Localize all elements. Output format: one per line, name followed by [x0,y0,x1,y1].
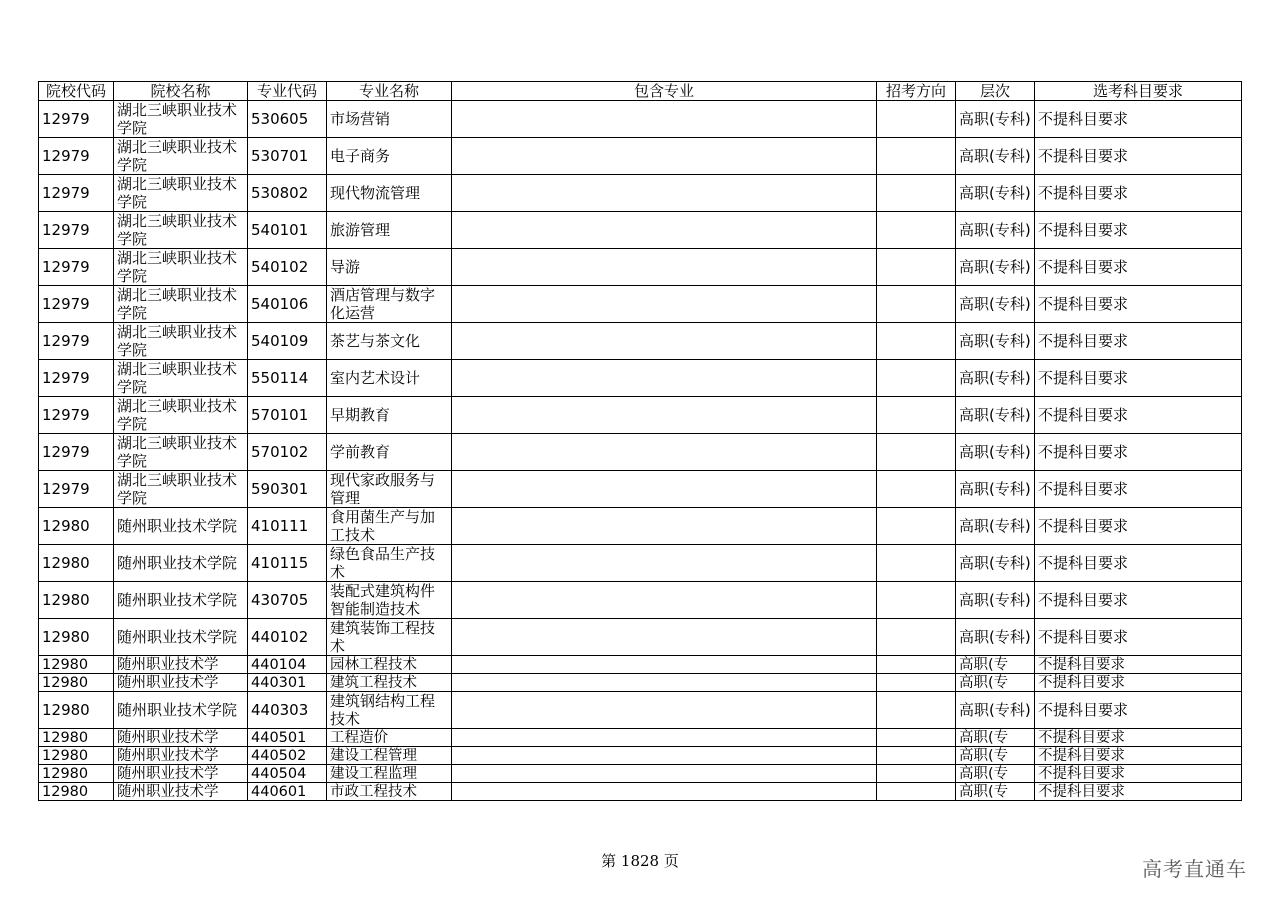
table-row [39,747,1242,765]
cell-direction [877,508,956,545]
cell-school-code: 12979 [39,471,114,508]
cell-direction [877,249,956,286]
cell-level: 高职(专科) [956,508,1035,545]
cell-level: 高职(专科) [956,286,1035,323]
cell-major-name: 建筑工程技术 [327,674,452,692]
table-row [39,783,1242,801]
cell-direction [877,434,956,471]
table-row [39,101,1242,138]
cell-school-code: 12979 [39,212,114,249]
cell-major-code: 430705 [248,582,327,619]
cell-subject-requirement: 不提科目要求 [1035,582,1242,619]
cell-direction [877,765,956,783]
table-row [39,249,1242,286]
cell-subject-requirement: 不提科目要求 [1035,674,1242,692]
cell-major-name: 园林工程技术 [327,656,452,674]
cell-school-code: 12980 [39,765,114,783]
cell-level: 高职(专科) [956,434,1035,471]
header-row [39,82,1242,101]
cell-school-name: 湖北三峡职业技术学院 [114,397,248,434]
cell-school-name: 湖北三峡职业技术学院 [114,175,248,212]
cell-included-majors [452,212,877,249]
cell-school-name: 随州职业技术学院 [114,545,248,582]
cell-level: 高职(专科) [956,323,1035,360]
cell-school-code: 12980 [39,508,114,545]
cell-school-code: 12979 [39,286,114,323]
table-row [39,508,1242,545]
cell-level: 高职(专科) [956,175,1035,212]
cell-major-name: 学前教育 [327,434,452,471]
cell-school-name: 随州职业技术学 [114,747,248,765]
cell-direction [877,212,956,249]
table-row [39,397,1242,434]
header-major-name: 专业名称 [327,82,452,101]
header-school-code: 院校代码 [39,82,114,101]
cell-school-code: 12979 [39,101,114,138]
cell-major-name: 绿色食品生产技术 [327,545,452,582]
cell-level: 高职(专科) [956,619,1035,656]
cell-major-name: 酒店管理与数字化运营 [327,286,452,323]
cell-major-code: 540102 [248,249,327,286]
header-direction: 招考方向 [877,82,956,101]
cell-school-code: 12980 [39,674,114,692]
cell-level: 高职(专科) [956,360,1035,397]
cell-direction [877,138,956,175]
watermark-text: 高考直通车 [1142,857,1247,881]
cell-major-code: 440501 [248,729,327,747]
cell-major-code: 540109 [248,323,327,360]
cell-included-majors [452,138,877,175]
cell-school-name: 随州职业技术学院 [114,692,248,729]
cell-major-code: 540101 [248,212,327,249]
cell-direction [877,286,956,323]
table-row [39,692,1242,729]
cell-level: 高职(专科) [956,582,1035,619]
cell-major-name: 现代家政服务与管理 [327,471,452,508]
cell-direction [877,323,956,360]
cell-major-name: 现代物流管理 [327,175,452,212]
cell-major-name: 建筑钢结构工程技术 [327,692,452,729]
cell-major-code: 540106 [248,286,327,323]
cell-direction [877,175,956,212]
cell-level: 高职(专科) [956,692,1035,729]
cell-subject-requirement: 不提科目要求 [1035,101,1242,138]
cell-major-name: 建设工程监理 [327,765,452,783]
table-row [39,582,1242,619]
cell-major-name: 茶艺与茶文化 [327,323,452,360]
cell-school-code: 12979 [39,360,114,397]
cell-level: 高职(专科) [956,397,1035,434]
cell-subject-requirement: 不提科目要求 [1035,765,1242,783]
table-row [39,545,1242,582]
cell-included-majors [452,286,877,323]
cell-school-name: 随州职业技术学 [114,765,248,783]
cell-included-majors [452,323,877,360]
table-row [39,619,1242,656]
cell-level: 高职(专 [956,747,1035,765]
table-row [39,323,1242,360]
cell-subject-requirement: 不提科目要求 [1035,360,1242,397]
page-number: 第 1828 页 [601,852,679,870]
cell-included-majors [452,656,877,674]
cell-subject-requirement: 不提科目要求 [1035,656,1242,674]
table-row [39,360,1242,397]
cell-included-majors [452,765,877,783]
cell-school-code: 12979 [39,397,114,434]
admissions-table [38,81,1242,801]
cell-school-code: 12979 [39,249,114,286]
cell-included-majors [452,747,877,765]
cell-major-name: 市场营销 [327,101,452,138]
cell-subject-requirement: 不提科目要求 [1035,747,1242,765]
cell-major-name: 电子商务 [327,138,452,175]
cell-major-code: 440504 [248,765,327,783]
cell-major-name: 食用菌生产与加工技术 [327,508,452,545]
cell-included-majors [452,101,877,138]
cell-school-name: 随州职业技术学 [114,729,248,747]
cell-subject-requirement: 不提科目要求 [1035,783,1242,801]
cell-major-name: 市政工程技术 [327,783,452,801]
cell-level: 高职(专 [956,765,1035,783]
cell-included-majors [452,619,877,656]
cell-major-name: 旅游管理 [327,212,452,249]
cell-major-name: 装配式建筑构件智能制造技术 [327,582,452,619]
header-school-name: 院校名称 [114,82,248,101]
cell-major-code: 440104 [248,656,327,674]
header-major-code: 专业代码 [248,82,327,101]
cell-direction [877,101,956,138]
cell-subject-requirement: 不提科目要求 [1035,508,1242,545]
cell-level: 高职(专科) [956,101,1035,138]
cell-school-name: 湖北三峡职业技术学院 [114,249,248,286]
table-row [39,138,1242,175]
cell-school-name: 随州职业技术学院 [114,582,248,619]
cell-school-code: 12980 [39,545,114,582]
cell-direction [877,397,956,434]
header-subject-requirement: 选考科目要求 [1035,82,1242,101]
cell-school-name: 湖北三峡职业技术学院 [114,101,248,138]
cell-included-majors [452,674,877,692]
cell-major-code: 440301 [248,674,327,692]
cell-direction [877,783,956,801]
cell-direction [877,729,956,747]
cell-school-code: 12980 [39,582,114,619]
cell-school-code: 12979 [39,323,114,360]
cell-major-code: 440502 [248,747,327,765]
cell-included-majors [452,249,877,286]
table-row [39,286,1242,323]
cell-level: 高职(专科) [956,212,1035,249]
cell-major-code: 570101 [248,397,327,434]
cell-major-name: 工程造价 [327,729,452,747]
cell-direction [877,692,956,729]
cell-school-name: 湖北三峡职业技术学院 [114,360,248,397]
header-level: 层次 [956,82,1035,101]
cell-school-code: 12979 [39,434,114,471]
cell-school-code: 12980 [39,619,114,656]
cell-major-code: 410111 [248,508,327,545]
cell-level: 高职(专 [956,674,1035,692]
cell-major-name: 建筑装饰工程技术 [327,619,452,656]
cell-subject-requirement: 不提科目要求 [1035,175,1242,212]
cell-subject-requirement: 不提科目要求 [1035,434,1242,471]
cell-school-code: 12980 [39,747,114,765]
cell-included-majors [452,175,877,212]
cell-subject-requirement: 不提科目要求 [1035,692,1242,729]
cell-subject-requirement: 不提科目要求 [1035,286,1242,323]
cell-major-code: 590301 [248,471,327,508]
cell-school-name: 湖北三峡职业技术学院 [114,471,248,508]
cell-included-majors [452,397,877,434]
cell-school-code: 12979 [39,175,114,212]
cell-direction [877,674,956,692]
cell-school-name: 湖北三峡职业技术学院 [114,434,248,471]
cell-school-name: 湖北三峡职业技术学院 [114,286,248,323]
cell-major-code: 410115 [248,545,327,582]
cell-direction [877,656,956,674]
cell-included-majors [452,360,877,397]
cell-level: 高职(专科) [956,471,1035,508]
cell-included-majors [452,729,877,747]
cell-major-code: 530605 [248,101,327,138]
table-row [39,212,1242,249]
cell-school-code: 12980 [39,783,114,801]
cell-included-majors [452,508,877,545]
cell-school-name: 湖北三峡职业技术学院 [114,138,248,175]
cell-school-name: 随州职业技术学院 [114,619,248,656]
cell-school-code: 12980 [39,692,114,729]
cell-major-name: 建设工程管理 [327,747,452,765]
cell-level: 高职(专 [956,783,1035,801]
table-row [39,175,1242,212]
cell-school-name: 随州职业技术学 [114,656,248,674]
cell-major-code: 530701 [248,138,327,175]
cell-school-code: 12980 [39,656,114,674]
cell-major-code: 550114 [248,360,327,397]
table-body [39,101,1242,801]
table-row [39,434,1242,471]
cell-included-majors [452,545,877,582]
cell-major-code: 440601 [248,783,327,801]
cell-subject-requirement: 不提科目要求 [1035,249,1242,286]
cell-school-name: 湖北三峡职业技术学院 [114,323,248,360]
cell-major-name: 室内艺术设计 [327,360,452,397]
table-row [39,729,1242,747]
cell-major-code: 530802 [248,175,327,212]
cell-school-code: 12980 [39,729,114,747]
cell-school-name: 随州职业技术学 [114,783,248,801]
table-row [39,765,1242,783]
cell-school-name: 随州职业技术学 [114,674,248,692]
cell-direction [877,471,956,508]
table-row [39,471,1242,508]
cell-major-name: 早期教育 [327,397,452,434]
cell-level: 高职(专 [956,656,1035,674]
cell-level: 高职(专科) [956,138,1035,175]
cell-level: 高职(专科) [956,545,1035,582]
cell-major-code: 440303 [248,692,327,729]
table-row [39,656,1242,674]
cell-subject-requirement: 不提科目要求 [1035,138,1242,175]
cell-direction [877,619,956,656]
cell-major-code: 440102 [248,619,327,656]
cell-major-name: 导游 [327,249,452,286]
cell-subject-requirement: 不提科目要求 [1035,545,1242,582]
cell-school-code: 12979 [39,138,114,175]
cell-included-majors [452,471,877,508]
cell-subject-requirement: 不提科目要求 [1035,471,1242,508]
cell-subject-requirement: 不提科目要求 [1035,729,1242,747]
cell-level: 高职(专科) [956,249,1035,286]
cell-school-name: 湖北三峡职业技术学院 [114,212,248,249]
cell-direction [877,545,956,582]
header-included-majors: 包含专业 [452,82,877,101]
cell-school-name: 随州职业技术学院 [114,508,248,545]
cell-direction [877,360,956,397]
cell-subject-requirement: 不提科目要求 [1035,619,1242,656]
cell-level: 高职(专 [956,729,1035,747]
table-row [39,674,1242,692]
cell-subject-requirement: 不提科目要求 [1035,323,1242,360]
cell-subject-requirement: 不提科目要求 [1035,397,1242,434]
cell-subject-requirement: 不提科目要求 [1035,212,1242,249]
cell-included-majors [452,582,877,619]
cell-direction [877,747,956,765]
cell-included-majors [452,783,877,801]
cell-major-code: 570102 [248,434,327,471]
cell-included-majors [452,434,877,471]
cell-direction [877,582,956,619]
cell-included-majors [452,692,877,729]
